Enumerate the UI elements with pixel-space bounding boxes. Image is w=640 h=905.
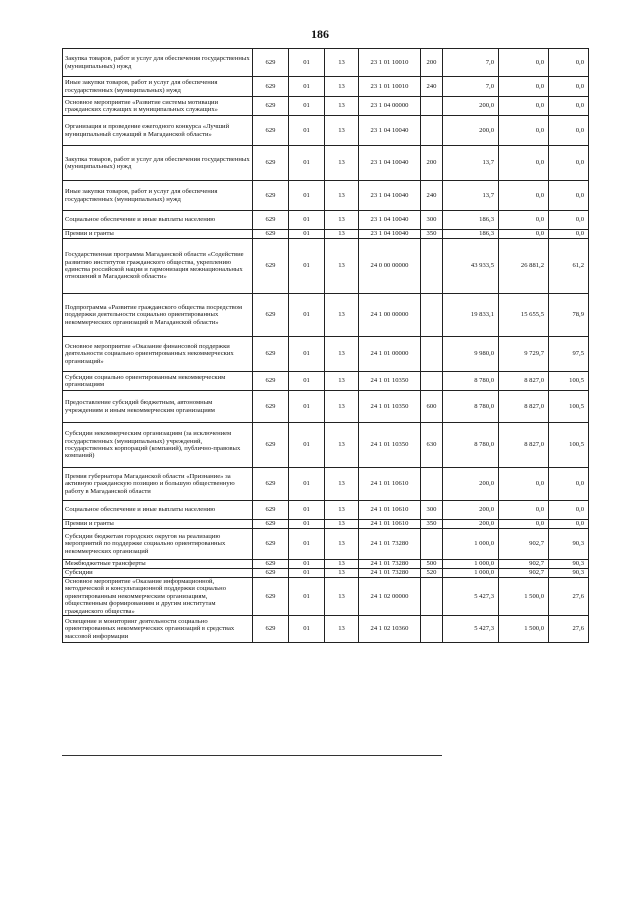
row-ministry-code: 629: [253, 501, 289, 520]
row-ministry-code: 629: [253, 569, 289, 578]
row-ministry-code: 629: [253, 77, 289, 97]
row-expense-type: [421, 337, 443, 372]
row-expense-type: 600: [421, 391, 443, 423]
row-subsection-code: 13: [325, 501, 359, 520]
row-ministry-code: 629: [253, 337, 289, 372]
row-section-code: 01: [289, 520, 325, 529]
row-name: Субсидии социально ориентированным некоммерческим организациям: [63, 372, 253, 391]
row-subsection-code: 13: [325, 468, 359, 501]
row-expense-type: [421, 116, 443, 146]
row-percent: 0,0: [549, 97, 589, 116]
row-subsection-code: 13: [325, 337, 359, 372]
row-target-code: 24 0 00 00000: [359, 239, 421, 294]
row-amount-actual: 0,0: [499, 49, 549, 77]
footer-divider: [62, 755, 442, 756]
row-amount-actual: 8 827,0: [499, 391, 549, 423]
row-section-code: 01: [289, 77, 325, 97]
row-ministry-code: 629: [253, 468, 289, 501]
table-row: [63, 578, 589, 616]
row-ministry-code: 629: [253, 560, 289, 569]
row-target-code: 24 1 01 10610: [359, 468, 421, 501]
row-subsection-code: 13: [325, 97, 359, 116]
row-amount-plan: 8 780,0: [443, 423, 499, 468]
row-amount-actual: 0,0: [499, 97, 549, 116]
row-percent: 0,0: [549, 116, 589, 146]
table-row: [63, 337, 589, 372]
row-subsection-code: 13: [325, 520, 359, 529]
row-expense-type: [421, 529, 443, 560]
row-section-code: 01: [289, 529, 325, 560]
row-ministry-code: 629: [253, 97, 289, 116]
row-expense-type: 200: [421, 146, 443, 181]
row-amount-plan: 43 933,5: [443, 239, 499, 294]
table-row: [63, 520, 589, 529]
row-name: Иные закупки товаров, работ и услуг для обеспечения государственных (муниципальных) нужд: [63, 181, 253, 211]
row-section-code: 01: [289, 569, 325, 578]
row-target-code: 24 1 02 00000: [359, 578, 421, 616]
row-target-code: 23 1 04 00000: [359, 97, 421, 116]
row-expense-type: [421, 468, 443, 501]
row-amount-plan: 9 980,0: [443, 337, 499, 372]
row-name: Закупка товаров, работ и услуг для обеспечения государственных (муниципальных) нужд: [63, 49, 253, 77]
table-row: [63, 294, 589, 337]
row-amount-plan: 1 000,0: [443, 560, 499, 569]
row-percent: 61,2: [549, 239, 589, 294]
table-row: [63, 423, 589, 468]
row-ministry-code: 629: [253, 423, 289, 468]
row-amount-actual: 902,7: [499, 529, 549, 560]
row-section-code: 01: [289, 97, 325, 116]
row-subsection-code: 13: [325, 529, 359, 560]
row-section-code: 01: [289, 239, 325, 294]
row-expense-type: 520: [421, 569, 443, 578]
row-ministry-code: 629: [253, 239, 289, 294]
row-name: Премии и гранты: [63, 230, 253, 239]
row-section-code: 01: [289, 116, 325, 146]
budget-table-body: [63, 49, 589, 643]
row-subsection-code: 13: [325, 49, 359, 77]
row-amount-plan: 1 000,0: [443, 529, 499, 560]
row-percent: 0,0: [549, 77, 589, 97]
row-amount-plan: 8 780,0: [443, 391, 499, 423]
row-percent: 27,6: [549, 578, 589, 616]
table-row: [63, 372, 589, 391]
row-target-code: 24 1 01 10350: [359, 391, 421, 423]
row-percent: 90,3: [549, 560, 589, 569]
row-amount-actual: 0,0: [499, 468, 549, 501]
row-amount-plan: 19 833,1: [443, 294, 499, 337]
row-ministry-code: 629: [253, 615, 289, 642]
row-ministry-code: 629: [253, 578, 289, 616]
row-ministry-code: 629: [253, 391, 289, 423]
row-percent: 27,6: [549, 615, 589, 642]
row-expense-type: 300: [421, 211, 443, 230]
row-subsection-code: 13: [325, 77, 359, 97]
budget-table: [62, 48, 589, 643]
row-subsection-code: 13: [325, 569, 359, 578]
row-subsection-code: 13: [325, 116, 359, 146]
row-ministry-code: 629: [253, 146, 289, 181]
row-target-code: 23 1 01 10010: [359, 49, 421, 77]
row-expense-type: 500: [421, 560, 443, 569]
row-subsection-code: 13: [325, 181, 359, 211]
row-percent: 97,5: [549, 337, 589, 372]
table-row: [63, 569, 589, 578]
row-amount-plan: 186,3: [443, 211, 499, 230]
row-target-code: 24 1 02 10360: [359, 615, 421, 642]
row-amount-actual: 9 729,7: [499, 337, 549, 372]
row-amount-actual: 1 500,0: [499, 578, 549, 616]
row-expense-type: 350: [421, 230, 443, 239]
row-expense-type: 300: [421, 501, 443, 520]
row-percent: 78,9: [549, 294, 589, 337]
row-target-code: 24 1 01 73280: [359, 569, 421, 578]
row-target-code: 24 1 01 10610: [359, 520, 421, 529]
row-amount-actual: 0,0: [499, 211, 549, 230]
row-amount-plan: 13,7: [443, 181, 499, 211]
row-section-code: 01: [289, 423, 325, 468]
table-row: [63, 77, 589, 97]
row-target-code: 24 1 01 00000: [359, 337, 421, 372]
row-amount-plan: 7,0: [443, 77, 499, 97]
row-subsection-code: 13: [325, 211, 359, 230]
row-section-code: 01: [289, 560, 325, 569]
row-target-code: 24 1 01 73280: [359, 560, 421, 569]
row-target-code: 23 1 01 10010: [359, 77, 421, 97]
row-section-code: 01: [289, 501, 325, 520]
row-expense-type: [421, 615, 443, 642]
row-percent: 100,5: [549, 372, 589, 391]
row-percent: 0,0: [549, 501, 589, 520]
row-section-code: 01: [289, 615, 325, 642]
row-target-code: 24 1 00 00000: [359, 294, 421, 337]
table-row: [63, 615, 589, 642]
row-amount-actual: 1 500,0: [499, 615, 549, 642]
row-amount-actual: 8 827,0: [499, 423, 549, 468]
row-ministry-code: 629: [253, 181, 289, 211]
row-amount-plan: 5 427,3: [443, 615, 499, 642]
row-amount-plan: 200,0: [443, 501, 499, 520]
table-row: [63, 560, 589, 569]
row-ministry-code: 629: [253, 372, 289, 391]
row-ministry-code: 629: [253, 230, 289, 239]
row-amount-actual: 0,0: [499, 520, 549, 529]
row-target-code: 23 1 04 10040: [359, 116, 421, 146]
row-target-code: 23 1 04 10040: [359, 181, 421, 211]
row-subsection-code: 13: [325, 391, 359, 423]
row-expense-type: [421, 372, 443, 391]
row-name: Организация и проведение ежегодного конкурса «Лучший муниципальный служащий в Магаданской области»: [63, 116, 253, 146]
row-percent: 0,0: [549, 181, 589, 211]
row-amount-actual: 902,7: [499, 560, 549, 569]
row-expense-type: 240: [421, 181, 443, 211]
row-section-code: 01: [289, 181, 325, 211]
row-amount-actual: 0,0: [499, 116, 549, 146]
row-subsection-code: 13: [325, 230, 359, 239]
row-target-code: 23 1 04 10040: [359, 230, 421, 239]
row-subsection-code: 13: [325, 578, 359, 616]
row-name: Социальное обеспечение и иные выплаты населению: [63, 501, 253, 520]
row-name: Основное мероприятие «Развитие системы мотивации гражданских служащих и муниципальных служащих»: [63, 97, 253, 116]
row-amount-plan: 186,3: [443, 230, 499, 239]
row-section-code: 01: [289, 578, 325, 616]
row-target-code: 23 1 04 10040: [359, 146, 421, 181]
row-name: Субсидии: [63, 569, 253, 578]
row-target-code: 23 1 04 10040: [359, 211, 421, 230]
row-section-code: 01: [289, 211, 325, 230]
row-amount-plan: 13,7: [443, 146, 499, 181]
row-name: Межбюджетные трансферты: [63, 560, 253, 569]
row-expense-type: [421, 578, 443, 616]
table-row: [63, 391, 589, 423]
row-subsection-code: 13: [325, 239, 359, 294]
row-ministry-code: 629: [253, 520, 289, 529]
row-percent: 0,0: [549, 146, 589, 181]
row-subsection-code: 13: [325, 146, 359, 181]
row-percent: 90,3: [549, 569, 589, 578]
table-row: [63, 501, 589, 520]
table-row: [63, 211, 589, 230]
row-amount-actual: 8 827,0: [499, 372, 549, 391]
row-ministry-code: 629: [253, 211, 289, 230]
row-section-code: 01: [289, 337, 325, 372]
row-percent: 0,0: [549, 49, 589, 77]
row-section-code: 01: [289, 391, 325, 423]
row-expense-type: 240: [421, 77, 443, 97]
row-percent: 0,0: [549, 230, 589, 239]
page-number: 186: [311, 27, 329, 41]
row-amount-actual: 0,0: [499, 181, 549, 211]
row-percent: 0,0: [549, 468, 589, 501]
row-subsection-code: 13: [325, 560, 359, 569]
row-percent: 0,0: [549, 211, 589, 230]
row-name: Основное мероприятие «Оказание финансовой поддержки деятельности социально ориентированных некоммерческих организаций»: [63, 337, 253, 372]
row-name: Закупка товаров, работ и услуг для обеспечения государственных (муниципальных) нужд: [63, 146, 253, 181]
row-amount-plan: 1 000,0: [443, 569, 499, 578]
row-ministry-code: 629: [253, 294, 289, 337]
row-name: Субсидии некоммерческим организациям (за исключением государственных (муниципальных) учреждений, государственных корпораций (компаний), публично-правовых компаний): [63, 423, 253, 468]
row-subsection-code: 13: [325, 423, 359, 468]
row-amount-actual: 26 881,2: [499, 239, 549, 294]
row-amount-actual: 0,0: [499, 501, 549, 520]
row-name: Освещение и мониторинг деятельности социально ориентированных некоммерческих организаций в средствах массовой информации: [63, 615, 253, 642]
row-name: Социальное обеспечение и иные выплаты населению: [63, 211, 253, 230]
row-ministry-code: 629: [253, 529, 289, 560]
row-percent: 90,3: [549, 529, 589, 560]
row-section-code: 01: [289, 49, 325, 77]
row-name: Основное мероприятие «Оказание информационной, методической и консультационной поддержки социально ориентированным некоммерческим организациям, общественным формированиям и другим институтам гражданского общества»: [63, 578, 253, 616]
row-amount-plan: 200,0: [443, 468, 499, 501]
table-row: [63, 97, 589, 116]
row-expense-type: 630: [421, 423, 443, 468]
row-section-code: 01: [289, 230, 325, 239]
row-name: Государственная программа Магаданской области «Содействие развитию институтов гражданского общества, укреплению единства российской нации и гармонизация межнациональных отношений в Магаданской области»: [63, 239, 253, 294]
row-subsection-code: 13: [325, 615, 359, 642]
table-row: [63, 49, 589, 77]
row-name: Предоставление субсидий бюджетным, автономным учреждениям и иным некоммерческим организациям: [63, 391, 253, 423]
row-amount-plan: 7,0: [443, 49, 499, 77]
table-row: [63, 116, 589, 146]
row-amount-plan: 200,0: [443, 116, 499, 146]
row-section-code: 01: [289, 372, 325, 391]
table-row: [63, 529, 589, 560]
row-target-code: 24 1 01 10610: [359, 501, 421, 520]
row-expense-type: [421, 239, 443, 294]
row-target-code: 24 1 01 10350: [359, 423, 421, 468]
row-section-code: 01: [289, 468, 325, 501]
row-section-code: 01: [289, 294, 325, 337]
row-amount-actual: 0,0: [499, 146, 549, 181]
table-row: [63, 146, 589, 181]
row-amount-actual: 0,0: [499, 77, 549, 97]
row-amount-actual: 0,0: [499, 230, 549, 239]
row-target-code: 24 1 01 10350: [359, 372, 421, 391]
row-name: Премии и гранты: [63, 520, 253, 529]
row-name: Иные закупки товаров, работ и услуг для обеспечения государственных (муниципальных) нужд: [63, 77, 253, 97]
row-expense-type: 350: [421, 520, 443, 529]
row-subsection-code: 13: [325, 294, 359, 337]
row-name: Подпрограмма «Развитие гражданского общества посредством поддержки деятельности социально ориентированных некоммерческих организаций в Магаданской области»: [63, 294, 253, 337]
table-row: [63, 181, 589, 211]
row-subsection-code: 13: [325, 372, 359, 391]
row-expense-type: [421, 97, 443, 116]
table-row: [63, 230, 589, 239]
row-percent: 100,5: [549, 423, 589, 468]
row-expense-type: [421, 294, 443, 337]
row-ministry-code: 629: [253, 49, 289, 77]
table-row: [63, 239, 589, 294]
row-section-code: 01: [289, 146, 325, 181]
row-expense-type: 200: [421, 49, 443, 77]
row-percent: 100,5: [549, 391, 589, 423]
row-amount-actual: 15 655,5: [499, 294, 549, 337]
row-percent: 0,0: [549, 520, 589, 529]
row-target-code: 24 1 01 73280: [359, 529, 421, 560]
row-ministry-code: 629: [253, 116, 289, 146]
row-amount-plan: 200,0: [443, 520, 499, 529]
row-amount-plan: 8 780,0: [443, 372, 499, 391]
row-amount-plan: 5 427,3: [443, 578, 499, 616]
row-name: Субсидии бюджетам городских округов на реализацию мероприятий по поддержке социально ориентированных некоммерческих организаций: [63, 529, 253, 560]
row-amount-actual: 902,7: [499, 569, 549, 578]
table-row: [63, 468, 589, 501]
row-amount-plan: 200,0: [443, 97, 499, 116]
row-name: Премия губернатора Магаданской области «Признание» за активную гражданскую позицию и большую общественную работу в Магаданской области: [63, 468, 253, 501]
